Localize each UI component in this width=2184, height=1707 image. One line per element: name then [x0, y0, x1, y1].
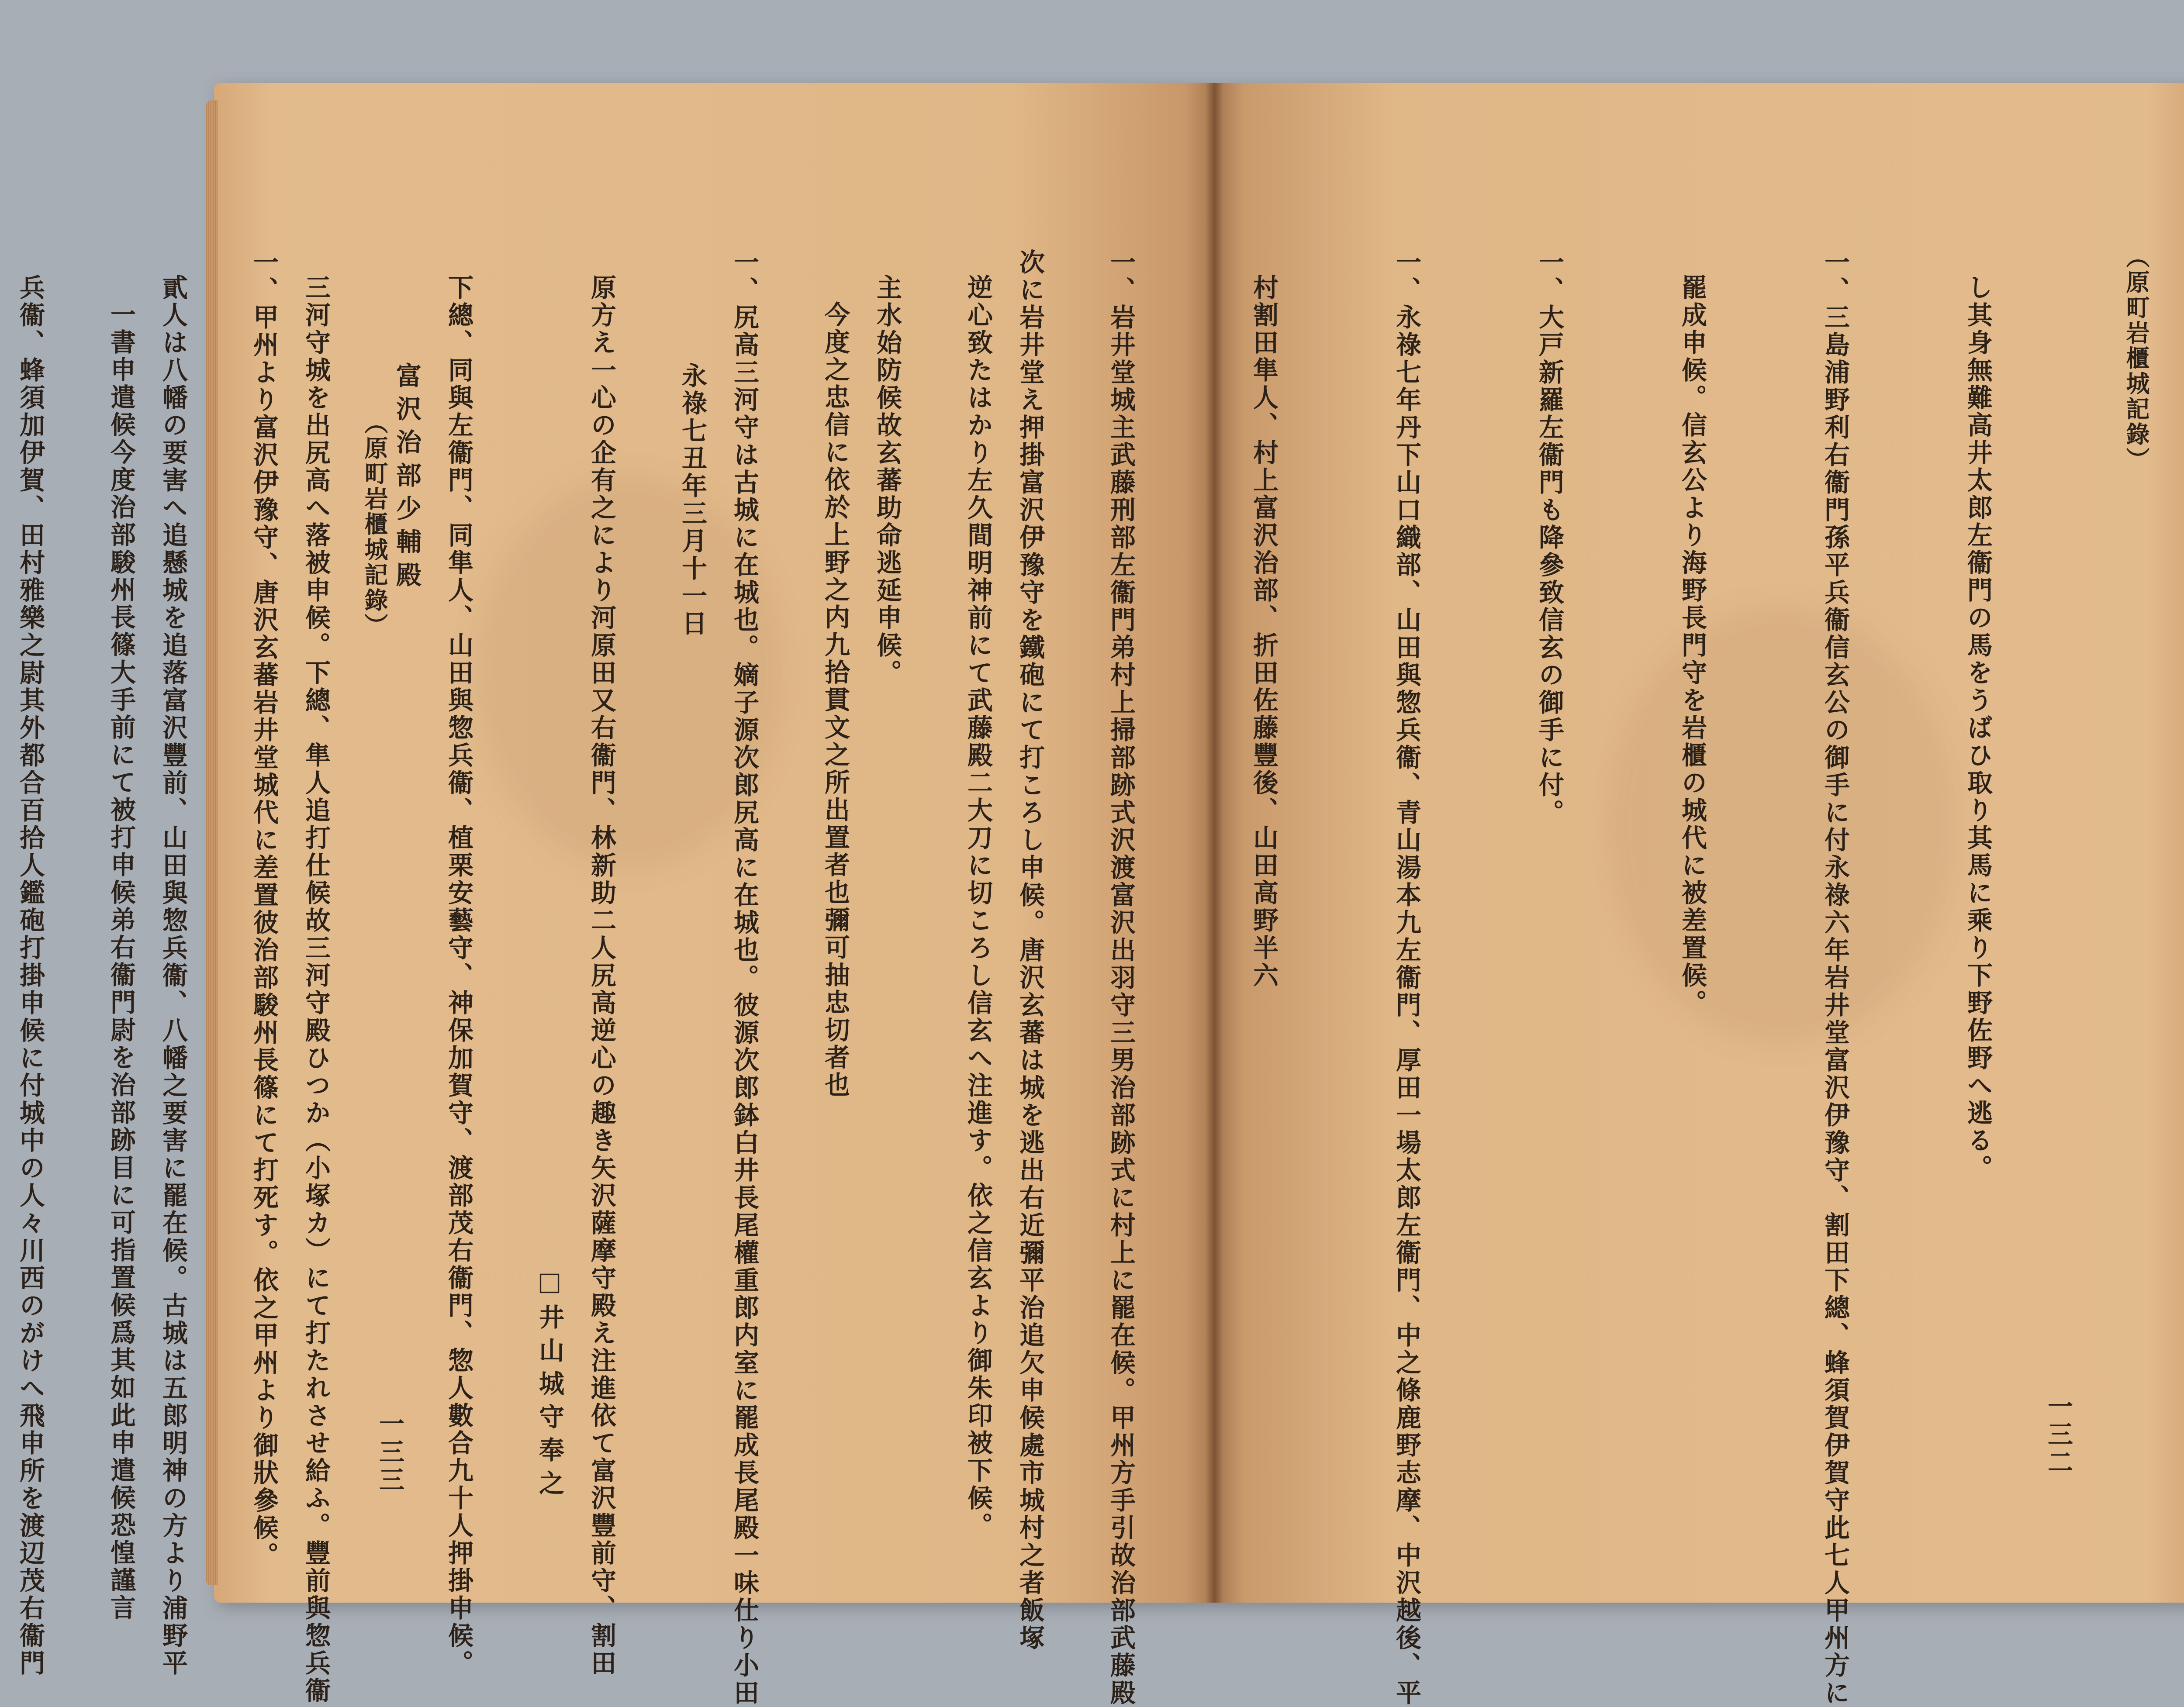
text-line: 兵衞、蜂須加伊賀、田村雅樂之尉其外都合百拾人鑑砲打掛申候に付城中の人々川西のがけへ飛申所を渡辺茂右衞門 [15, 274, 45, 1677]
text-line [0, 249, 2, 1537]
text-line: 一書申遣候今度治部駿州長篠大手前にて被打申候弟右衞門尉を治部跡目に可指置候爲其如此申遣候恐惶謹言 [106, 301, 136, 1622]
text-line: 一、甲州より富沢伊豫守、唐沢玄蕃岩井堂城代に差置彼治部駿州長篠にて打死す。依之甲州より御狀參候。 [249, 249, 279, 1569]
text-line: 下總、同與左衞門、同隼人、山田與惣兵衞、植栗安藝守、神保加賀守、渡部茂右衞門、惣人數合九十人押掛申候。 [444, 274, 473, 1677]
text-line: 三河守城を出尻高へ落被申候。下總、隼人追打仕候故三河守殿ひつか（小塚カ）にて打たれさせ給ふ。豐前與惣兵衞 [301, 274, 331, 1705]
page-number: 一三三 [375, 1410, 404, 1494]
text-line: 村割田隼人、村上富沢治部、折田佐藤豐後、山田高野半六 [1249, 274, 1279, 990]
running-header: （原町岩櫃城記錄） [2122, 245, 2150, 472]
text-line: 次に岩井堂え押掛富沢伊豫守を鐵砲にて打ころし申候。唐沢玄蕃は城を逃出右近彌平治追欠申候處市城村之者飯塚 [1015, 249, 1045, 1652]
running-header: （原町岩櫃城記錄） [361, 410, 389, 638]
page-number: 一三二 [2043, 1393, 2073, 1477]
text-line: 罷成申候。信玄公より海野長門守を岩櫃の城代に被差置候。 [1677, 274, 1707, 1017]
text-line: 一、大戸新羅左衞門も降參致信玄の御手に付。 [1534, 249, 1564, 827]
text-line: 逆心致たはかり左久間明神前にて武藤殿二大刀に切ころし信玄へ注進す。依之信玄より御朱印被下候。 [963, 274, 993, 1540]
book-spine [1206, 83, 1223, 1603]
text-line: 主水始防候故玄蕃助命逃延申候。 [872, 274, 902, 687]
text-line: 貳人は八幡の要害へ追懸城を追落富沢豐前、山田與惣兵衞、八幡之要害に罷在候。古城は五郎明神の方より浦野平 [158, 274, 188, 1677]
text-line: □井山城守奉之 [535, 1266, 564, 1503]
text-line: 一、岩井堂城主武藤刑部左衞門弟村上掃部跡式沢渡富沢出羽守三男治部跡式に村上に罷在候。甲州方手引故治部武藤殿 [1106, 249, 1136, 1707]
text-line: 一、三島浦野利右衞門孫平兵衞信玄公の御手に付永祿六年岩井堂富沢伊豫守、割田下總、蜂須賀伊賀守此七人甲州方に [1820, 249, 1850, 1707]
right-page-text [0, 249, 2097, 1707]
text-line: 一、尻高三河守は古城に在城也。嫡子源次郎尻高に在城也。彼源次郎鉢白井長尾權重郎内室に罷成長尾殿一味仕り小田 [729, 249, 759, 1707]
text-line: 今度之忠信に依於上野之内九拾貫文之所出置者也彌可抽忠切者也 [820, 301, 850, 1099]
text-line: 富沢治部少輔殿 [392, 362, 422, 595]
text-line: 一、永祿七年丹下山口織部、山田與惣兵衞、青山湯本九左衞門、厚田一場太郎左衞門、中之條鹿野志摩、中沢越後、平 [1392, 249, 1421, 1707]
text-line: し其身無難高井太郎左衞門の馬をうばひ取り其馬に乘り下野佐野へ逃る。 [1963, 274, 1993, 1182]
text-line: 永祿七丑年三月十一日 [677, 362, 707, 638]
text-line: 原方え一心の企有之により河原田又右衞門、林新助二人尻高逆心の趣き矢沢薩摩守殿え注進依て富沢豐前守、割田 [587, 274, 616, 1677]
open-book [15, 83, 2184, 1707]
